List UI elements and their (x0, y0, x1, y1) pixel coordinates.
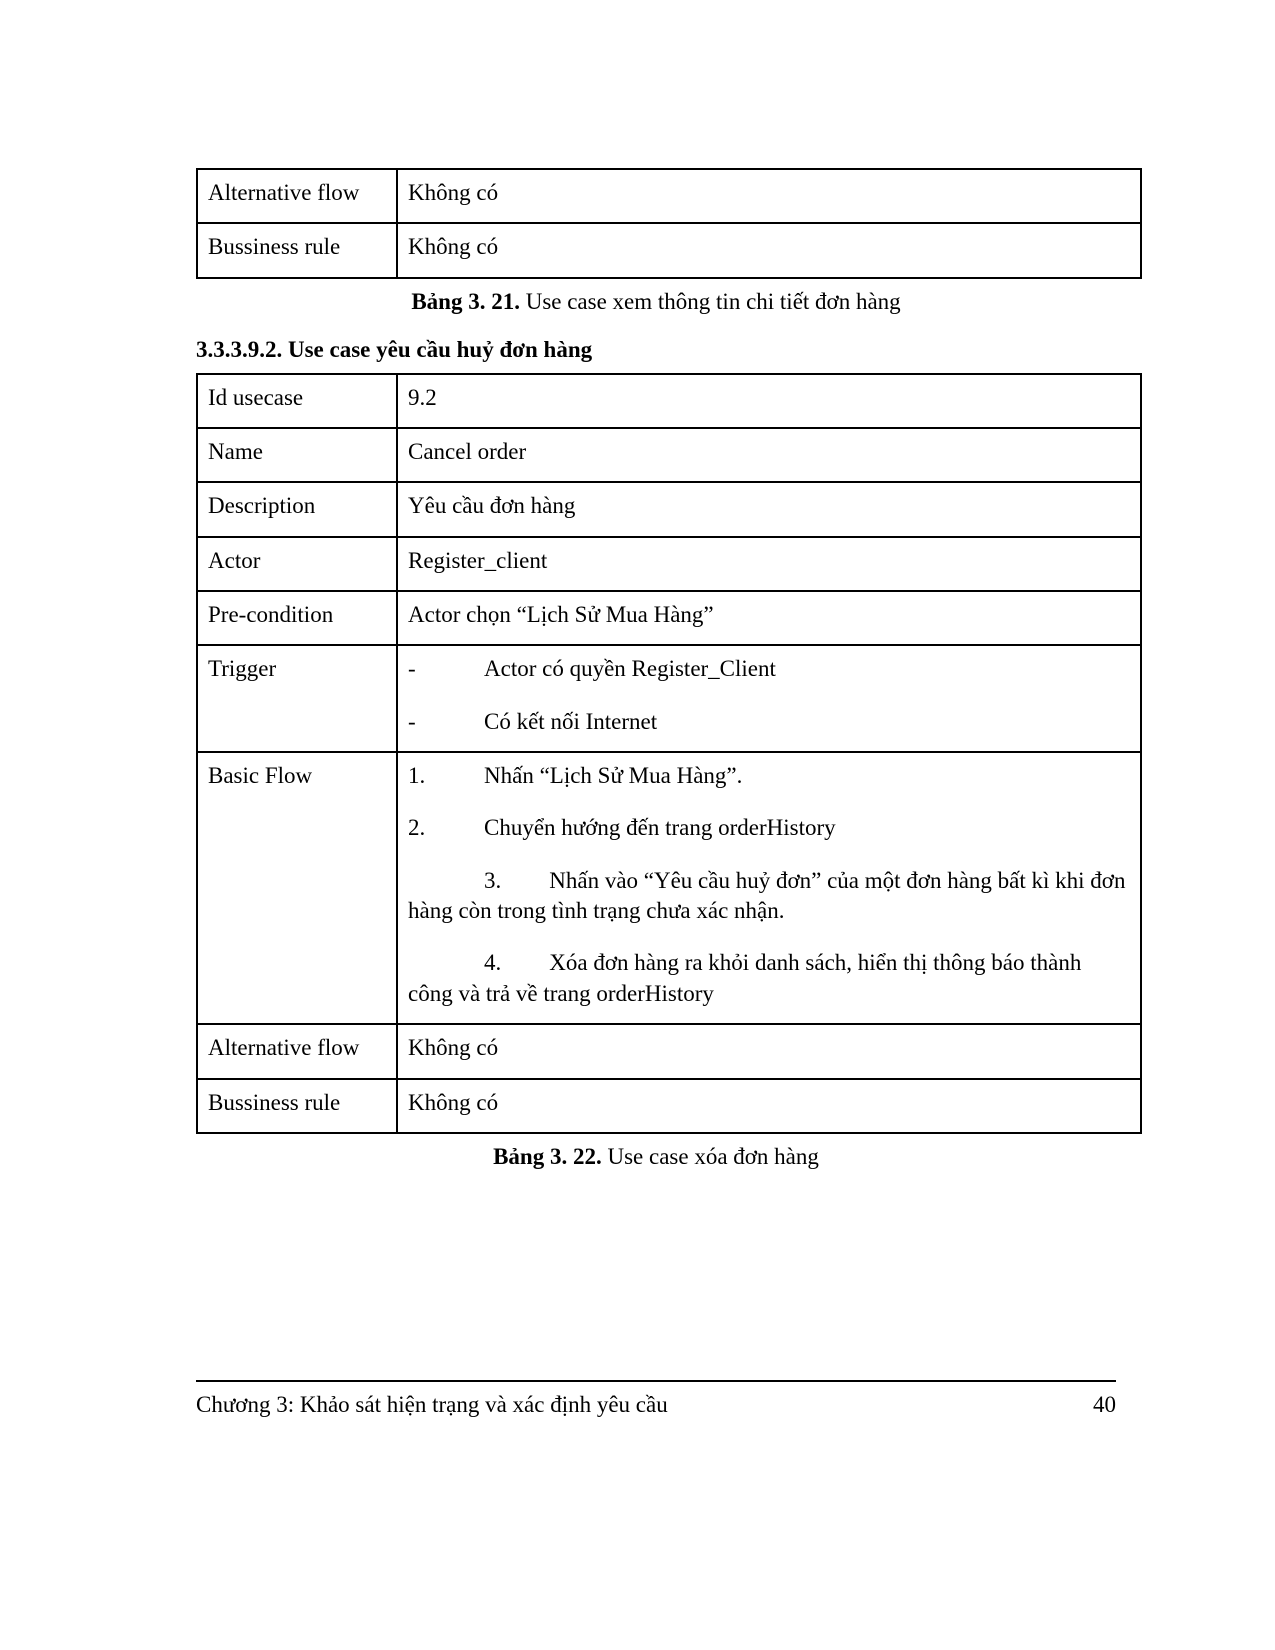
table-row (197, 223, 1141, 277)
footer-chapter-text: Chương 3: Khảo sát hiện trạng và xác định yêu cầu (196, 1392, 668, 1417)
row-label-bussiness-rule: Bussiness rule (197, 1079, 397, 1133)
trigger-item-text: Actor có quyền Register_Client (484, 656, 776, 682)
row-label-alternative-flow: Alternative flow (197, 169, 397, 223)
basic-flow-step (408, 948, 1130, 1009)
table-row (197, 591, 1141, 645)
row-label-bussiness-rule: Bussiness rule (197, 223, 397, 277)
step-marker: 3. (484, 867, 502, 893)
row-value-actor: Register_client (397, 537, 1141, 591)
table-caption-3-21 (196, 287, 1116, 317)
step-marker: 2. (408, 815, 426, 841)
row-value-alternative-flow: Không có (397, 169, 1141, 223)
row-value-bussiness-rule: Không có (397, 1079, 1141, 1133)
step-text: Xóa đơn hàng ra khỏi danh sách, hiển thị thông báo thành công và trả về trang orderHistory (408, 950, 1082, 1006)
trigger-item-text: Có kết nối Internet (484, 708, 658, 734)
row-label-pre-condition: Pre-condition (197, 591, 397, 645)
trigger-item-marker: - (408, 708, 416, 734)
step-marker: 1. (408, 763, 426, 789)
table-row (197, 374, 1141, 428)
row-value-id-usecase: 9.2 (397, 374, 1141, 428)
page-number: 40 (1093, 1392, 1116, 1417)
row-label-description: Description (197, 482, 397, 536)
row-value-alternative-flow: Không có (397, 1024, 1141, 1078)
row-value-trigger (397, 645, 1141, 752)
table-row-basic-flow (197, 752, 1141, 1024)
row-label-name: Name (197, 428, 397, 482)
row-value-description: Yêu cầu đơn hàng (397, 482, 1141, 536)
row-value-pre-condition: Actor chọn “Lịch Sử Mua Hàng” (397, 591, 1141, 645)
step-text: Chuyển hướng đến trang orderHistory (484, 815, 836, 841)
row-label-basic-flow: Basic Flow (197, 752, 397, 1024)
table-caption-3-22 (196, 1142, 1116, 1172)
row-label-actor: Actor (197, 537, 397, 591)
caption-text: Use case xem thông tin chi tiết đơn hàng (525, 288, 901, 314)
use-case-table-continued (196, 168, 1142, 279)
table-row (197, 428, 1141, 482)
page-footer (196, 1380, 1116, 1418)
basic-flow-step (408, 866, 1130, 927)
caption-text: Use case xóa đơn hàng (607, 1143, 819, 1169)
table-row (197, 482, 1141, 536)
row-label-id-usecase: Id usecase (197, 374, 397, 428)
top-margin-spacer (196, 0, 1116, 168)
use-case-cancel-order-table (196, 373, 1142, 1134)
step-text: Nhấn vào “Yêu cầu huỷ đơn” của một đơn hàng bất kì khi đơn hàng còn trong tình trạng chưa xác nhận. (408, 867, 1126, 924)
table-row (197, 169, 1141, 223)
page-content (196, 0, 1126, 1172)
table-row (197, 1079, 1141, 1133)
trigger-item (408, 707, 1130, 737)
trigger-item (408, 654, 1130, 684)
footer-row (196, 1382, 1116, 1418)
step-marker: 4. (484, 950, 502, 976)
table-row (197, 537, 1141, 591)
row-label-trigger: Trigger (197, 645, 397, 752)
table-row (197, 1024, 1141, 1078)
table-row-trigger (197, 645, 1141, 752)
basic-flow-step (408, 813, 1130, 843)
row-value-name: Cancel order (397, 428, 1141, 482)
row-value-bussiness-rule: Không có (397, 223, 1141, 277)
step-text: Nhấn “Lịch Sử Mua Hàng”. (484, 763, 743, 789)
section-heading-3-3-3-9-2: 3.3.3.9.2. Use case yêu cầu huỷ đơn hàng (196, 336, 593, 362)
row-label-alternative-flow: Alternative flow (197, 1024, 397, 1078)
caption-number: Bảng 3. 22. (493, 1143, 602, 1169)
row-value-basic-flow (397, 752, 1141, 1024)
trigger-item-marker: - (408, 656, 416, 682)
caption-number: Bảng 3. 21. (411, 288, 520, 314)
basic-flow-step (408, 761, 1130, 791)
